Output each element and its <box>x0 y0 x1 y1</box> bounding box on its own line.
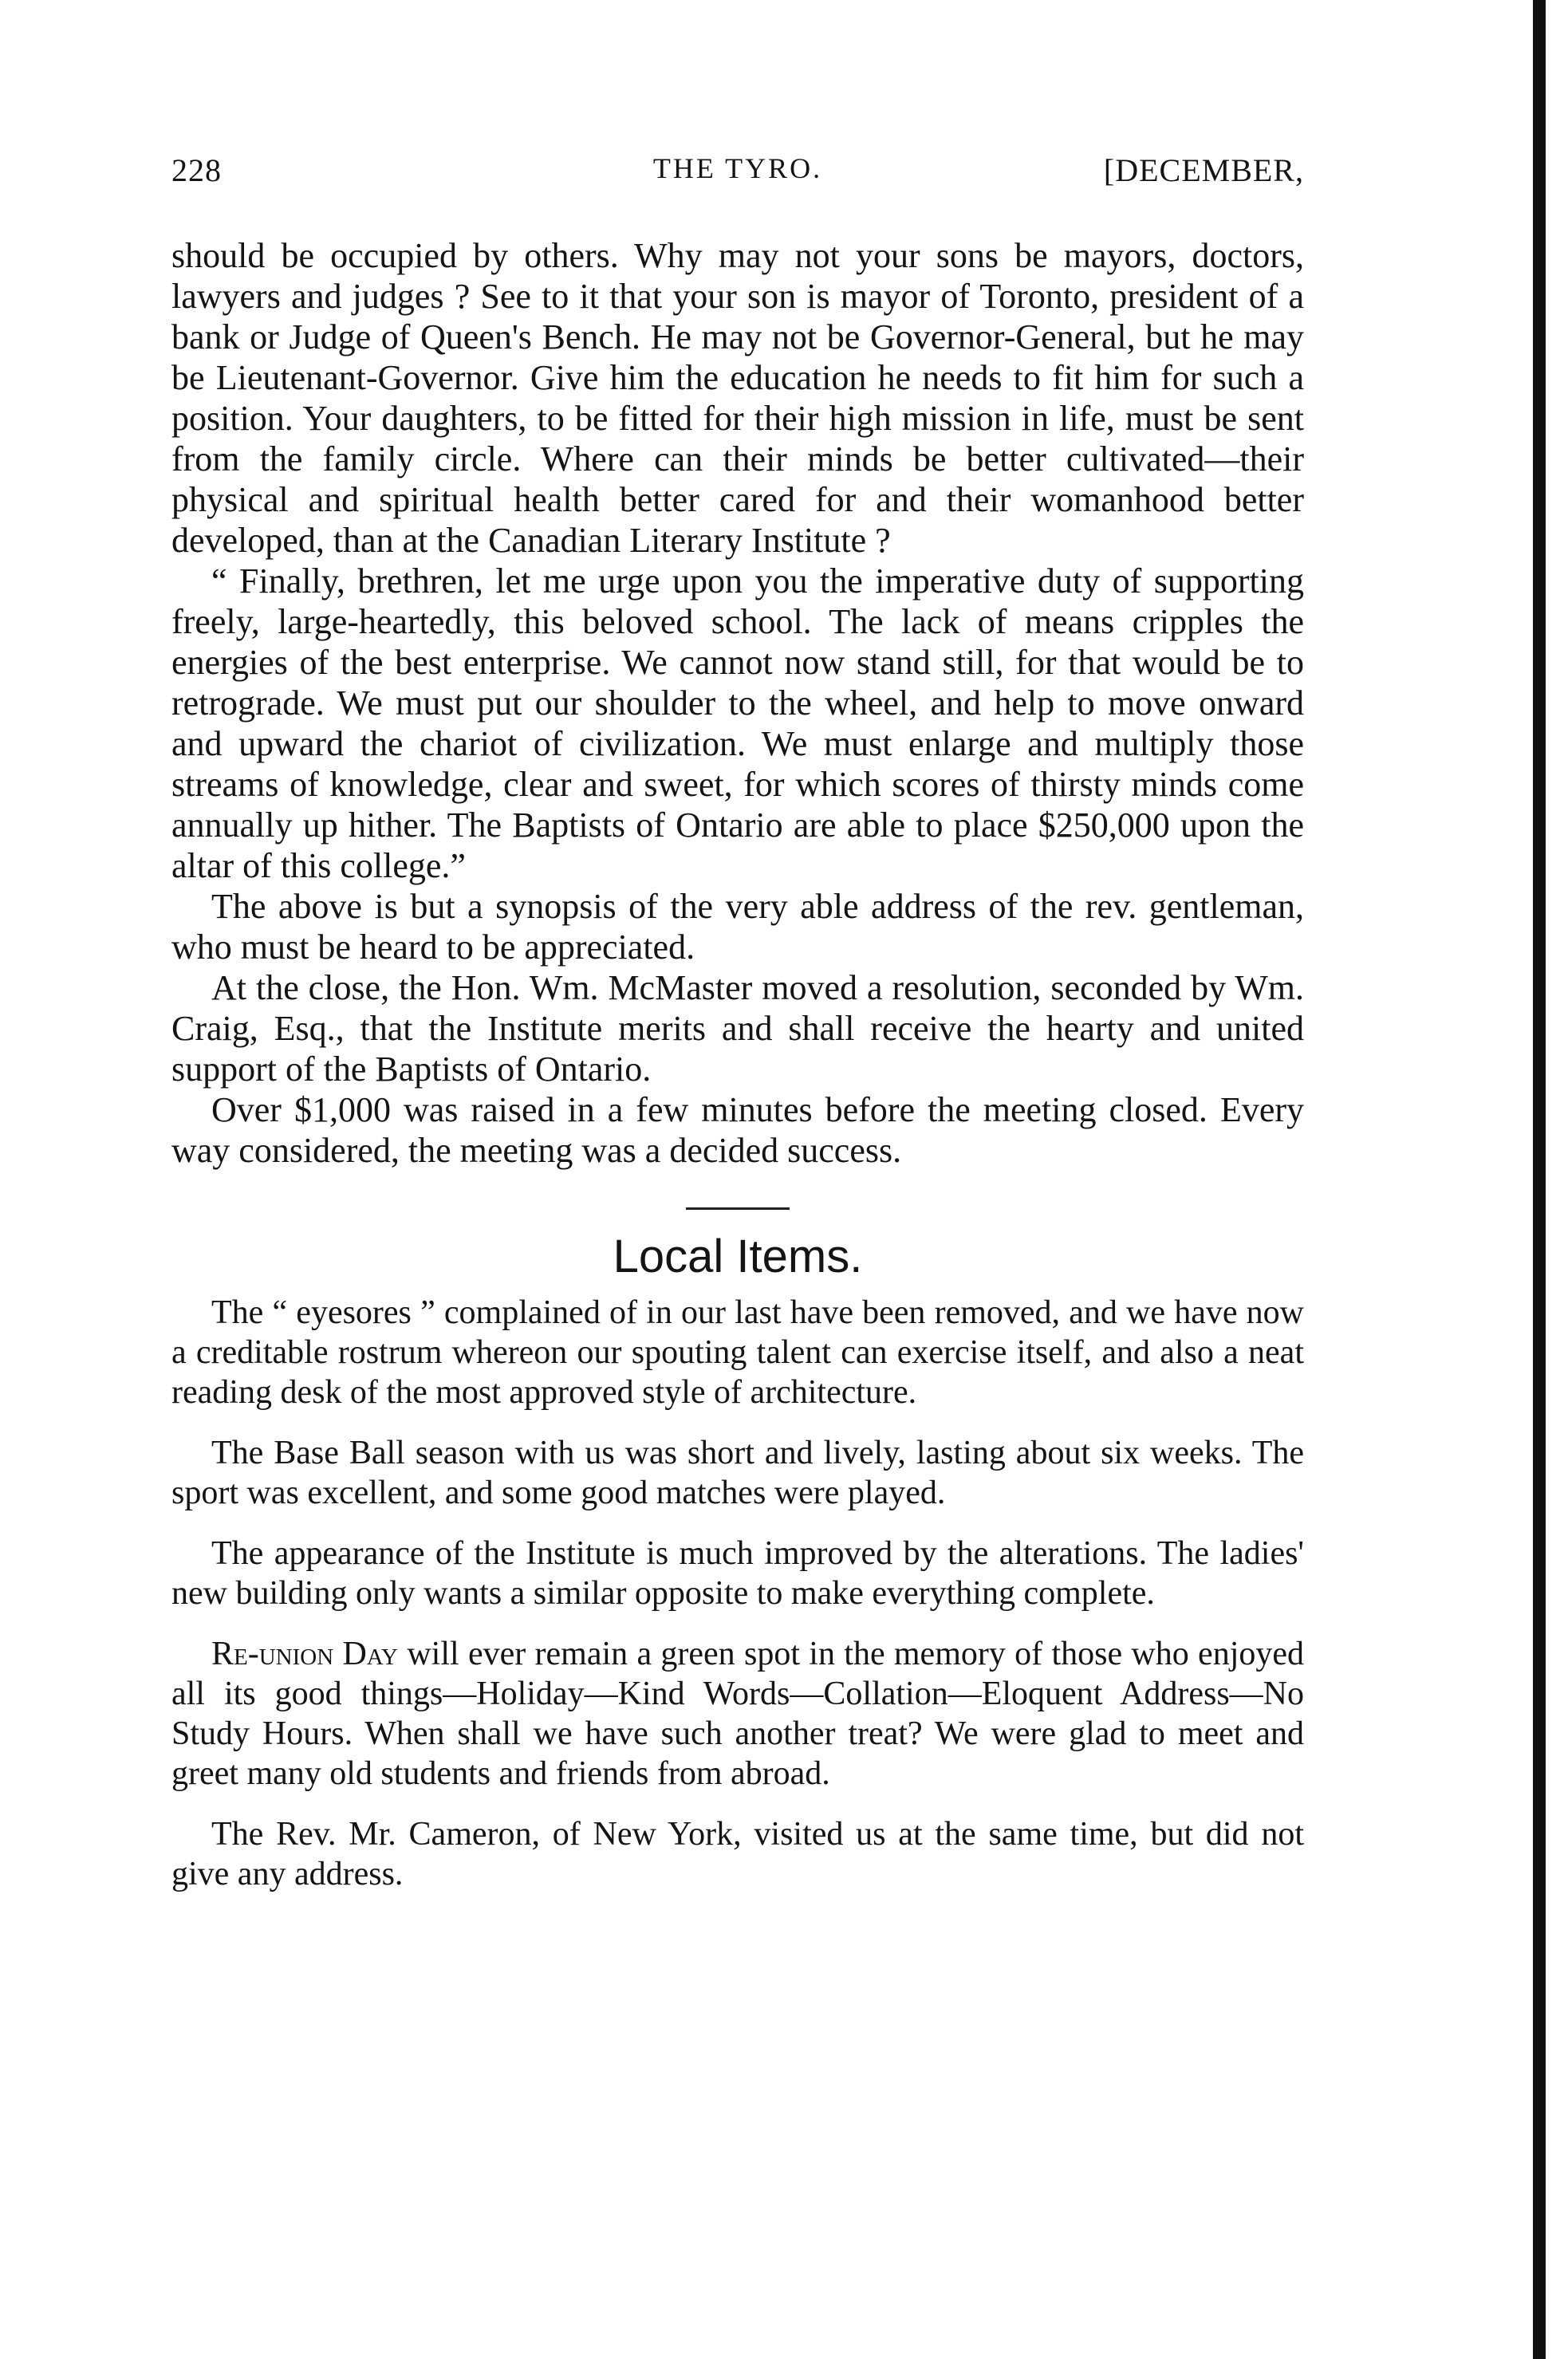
local-item-reunion <box>171 1634 1304 1794</box>
text-block <box>171 235 1304 1915</box>
body-paragraph: Over $1,000 was raised in a few minutes before the meeting closed. Every way considered, the meeting was a decided success. <box>171 1090 1304 1170</box>
running-head <box>171 152 1304 199</box>
body-paragraph: At the close, the Hon. Wm. McMaster moved a resolution, seconded by Wm. Craig, Esq., that the Institute merits and shall receive the hearty and united support of the Baptists of Ontario. <box>171 968 1304 1089</box>
reunion-text: will ever remain a green spot in the memory of those who enjoyed all its good things—Holiday—Kind Words—Collation—Eloquent Address—No Study Hours. When shall we have such another treat? We were glad to meet and greet many old students and friends from abroad. <box>171 1636 1305 1792</box>
reunion-day-label: Re-union Day <box>211 1636 399 1672</box>
issue-month: [DECEMBER, <box>1103 152 1304 188</box>
page-edge-rule <box>1533 0 1546 2359</box>
page-number: 228 <box>171 152 222 188</box>
local-item: The Rev. Mr. Cameron, of New York, visited us at the same time, but did not give any address. <box>171 1816 1304 1892</box>
section-divider <box>686 1207 790 1210</box>
section-heading: Local Items. <box>613 1231 863 1282</box>
body-paragraph: “ Finally, brethren, let me urge upon you the imperative duty of supporting freely, large-heartedly, this beloved school. The lack of means cripples the energies of the best enterprise. We cannot now stand still, for that would be to retrograde. We must put our shoulder to the wheel, and help to move onward and upward the chariot of civilization. We must enlarge and multiply those streams of knowledge, clear and sweet, for which scores of thirsty minds come annually up hither. The Baptists of Ontario are able to place $250,000 upon the altar of this college.” <box>171 561 1304 885</box>
local-item: The Base Ball season with us was short and lively, lasting about six weeks. The sport was excellent, and some good matches were played. <box>171 1435 1304 1511</box>
local-item: The “ eyesores ” complained of in our last have been removed, and we have now a creditable rostrum whereon our spouting talent can exercise itself, and also a neat reading desk of the most approved style of architecture. <box>171 1294 1304 1411</box>
local-item: The appearance of the Institute is much improved by the alterations. The ladies' new building only wants a similar opposite to make everything complete. <box>171 1535 1304 1612</box>
journal-title: THE TYRO. <box>652 152 823 184</box>
body-paragraph: should be occupied by others. Why may not your sons be mayors, doctors, lawyers and judges ? See to it that your son is mayor of Toronto, president of a bank or Judge of Queen's Bench. He may not be Governor-General, but he may be Lieutenant-Governor. Give him the education he needs to fit him for such a position. Your daughters, to be fitted for their high mission in life, must be sent from the family circle. Where can their minds be better cultivated—their physical and spiritual health better cared for and their womanhood better developed, than at the Canadian Literary Institute ? <box>171 236 1304 560</box>
body-paragraph: The above is but a synopsis of the very able address of the rev. gentleman, who must be heard to be appreciated. <box>171 887 1304 967</box>
